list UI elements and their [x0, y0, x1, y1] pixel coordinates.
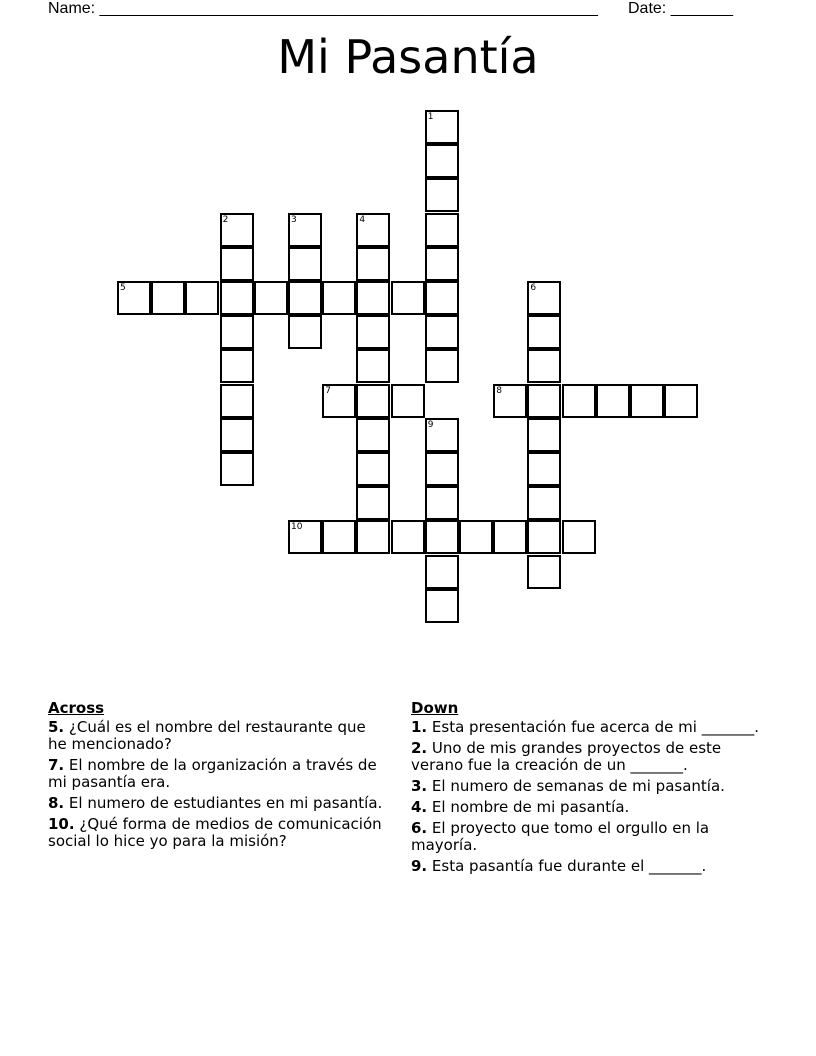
- clue-number: 10.: [48, 815, 75, 833]
- crossword-cell[interactable]: [425, 178, 459, 212]
- crossword-cell[interactable]: [630, 384, 664, 418]
- crossword-cell[interactable]: [356, 520, 390, 554]
- crossword-cell[interactable]: [391, 281, 425, 315]
- page-title: Mi Pasantía: [277, 30, 539, 84]
- crossword-cell[interactable]: [322, 384, 356, 418]
- crossword-cell[interactable]: [527, 349, 561, 383]
- crossword-cell[interactable]: [562, 384, 596, 418]
- clue-number: 3.: [411, 777, 428, 795]
- crossword-cell[interactable]: [562, 520, 596, 554]
- clue-item: [411, 820, 761, 854]
- crossword-cell[interactable]: [425, 349, 459, 383]
- crossword-cell[interactable]: [117, 281, 151, 315]
- clue-number-label: 7: [325, 385, 331, 396]
- crossword-cell[interactable]: [527, 520, 561, 554]
- crossword-cell[interactable]: [288, 315, 322, 349]
- crossword-cell[interactable]: [151, 281, 185, 315]
- crossword-cell[interactable]: [356, 418, 390, 452]
- clue-number-label: 8: [496, 385, 502, 396]
- crossword-cell[interactable]: [425, 486, 459, 520]
- crossword-cell[interactable]: [425, 555, 459, 589]
- clue-text: ¿Qué forma de medios de comunicación social lo hice yo para la misión?: [48, 815, 382, 850]
- crossword-cell[interactable]: [356, 486, 390, 520]
- clue-item: [48, 757, 388, 791]
- clue-number: 2.: [411, 739, 428, 757]
- crossword-cell[interactable]: [425, 520, 459, 554]
- clue-number-label: 3: [291, 214, 297, 225]
- crossword-cell[interactable]: [527, 418, 561, 452]
- clue-number: 1.: [411, 718, 428, 736]
- across-clues: [48, 700, 388, 854]
- crossword-cell[interactable]: [425, 110, 459, 144]
- clue-number: 6.: [411, 819, 428, 837]
- crossword-cell[interactable]: [220, 418, 254, 452]
- crossword-cell[interactable]: [425, 213, 459, 247]
- clue-text: El numero de semanas de mi pasantía.: [431, 777, 725, 795]
- crossword-cell[interactable]: [425, 315, 459, 349]
- clue-text: El nombre de la organización a través de mi pasantía era.: [48, 756, 377, 791]
- clue-number: 8.: [48, 794, 65, 812]
- crossword-cell[interactable]: [459, 520, 493, 554]
- crossword-cell[interactable]: [220, 213, 254, 247]
- crossword-cell[interactable]: [356, 213, 390, 247]
- crossword-cell[interactable]: [220, 315, 254, 349]
- crossword-cell[interactable]: [288, 520, 322, 554]
- crossword-cell[interactable]: [356, 452, 390, 486]
- crossword-cell[interactable]: [527, 281, 561, 315]
- clue-text: Esta pasantía fue durante el _______.: [431, 857, 707, 875]
- crossword-cell[interactable]: [185, 281, 219, 315]
- clue-item: [411, 778, 761, 795]
- crossword-cell[interactable]: [527, 452, 561, 486]
- clue-number-label: 9: [427, 419, 434, 430]
- clue-number: 5.: [48, 718, 65, 736]
- clue-text: ¿Cuál es el nombre del restaurante que he mencionado?: [48, 718, 366, 753]
- clue-text: Uno de mis grandes proyectos de este verano fue la creación de un _______.: [411, 739, 722, 774]
- crossword-cell[interactable]: [288, 281, 322, 315]
- clue-number-label: 5: [120, 283, 126, 293]
- clue-item: [411, 858, 761, 875]
- clue-item: [48, 719, 388, 753]
- crossword-cell[interactable]: [322, 520, 356, 554]
- crossword-cell[interactable]: [425, 418, 459, 452]
- date-field-label: Date: _______: [628, 0, 733, 17]
- crossword-cell[interactable]: [288, 247, 322, 281]
- crossword-cell[interactable]: [493, 520, 527, 554]
- crossword-cell[interactable]: [493, 384, 527, 418]
- crossword-cell[interactable]: [596, 384, 630, 418]
- clue-number-label: 6: [530, 283, 537, 293]
- crossword-cell[interactable]: [425, 247, 459, 281]
- clue-text: Esta presentación fue acerca de mi _______.: [431, 718, 759, 736]
- crossword-cell[interactable]: [391, 520, 425, 554]
- name-field-label: Name: ________________________________________________________: [48, 0, 598, 17]
- clue-number-label: 10: [291, 522, 303, 533]
- crossword-cell[interactable]: [425, 452, 459, 486]
- crossword-cell[interactable]: [527, 315, 561, 349]
- down-heading: Down: [411, 699, 459, 717]
- crossword-cell[interactable]: [391, 384, 425, 418]
- clue-number: 4.: [411, 798, 428, 816]
- crossword-cell[interactable]: [527, 384, 561, 418]
- across-heading: Across: [48, 699, 105, 717]
- clue-item: [411, 799, 761, 816]
- crossword-cell[interactable]: [356, 247, 390, 281]
- clue-item: [411, 719, 761, 736]
- crossword-cell[interactable]: [220, 452, 254, 486]
- crossword-cell[interactable]: [527, 486, 561, 520]
- clue-number: 7.: [48, 756, 65, 774]
- crossword-cell[interactable]: [356, 281, 390, 315]
- crossword-cell[interactable]: [254, 281, 288, 315]
- clue-number-label: 4: [359, 214, 366, 225]
- crossword-cell[interactable]: [664, 384, 698, 418]
- crossword-cell[interactable]: [356, 349, 390, 383]
- clue-item: [48, 795, 388, 812]
- crossword-cell[interactable]: [527, 555, 561, 589]
- crossword-cell[interactable]: [356, 384, 390, 418]
- crossword-cell[interactable]: [288, 213, 322, 247]
- clue-number-label: 1: [427, 112, 434, 122]
- crossword-cell[interactable]: [425, 281, 459, 315]
- crossword-cell[interactable]: [425, 589, 459, 623]
- clue-number: 9.: [411, 857, 428, 875]
- crossword-cell[interactable]: [220, 247, 254, 281]
- crossword-cell[interactable]: [356, 315, 390, 349]
- crossword-cell[interactable]: [322, 281, 356, 315]
- clue-text: El proyecto que tomo el orgullo en la mayoría.: [411, 819, 710, 854]
- clue-text: El numero de estudiantes en mi pasantía.: [68, 794, 383, 812]
- crossword-cell[interactable]: [220, 281, 254, 315]
- clue-number-label: 2: [222, 214, 229, 225]
- crossword-cell[interactable]: [220, 384, 254, 418]
- clue-text: El nombre de mi pasantía.: [431, 798, 630, 816]
- clue-item: [411, 740, 761, 774]
- clue-item: [48, 816, 388, 850]
- crossword-cell[interactable]: [425, 144, 459, 178]
- down-clues: [411, 700, 761, 879]
- crossword-cell[interactable]: [220, 349, 254, 383]
